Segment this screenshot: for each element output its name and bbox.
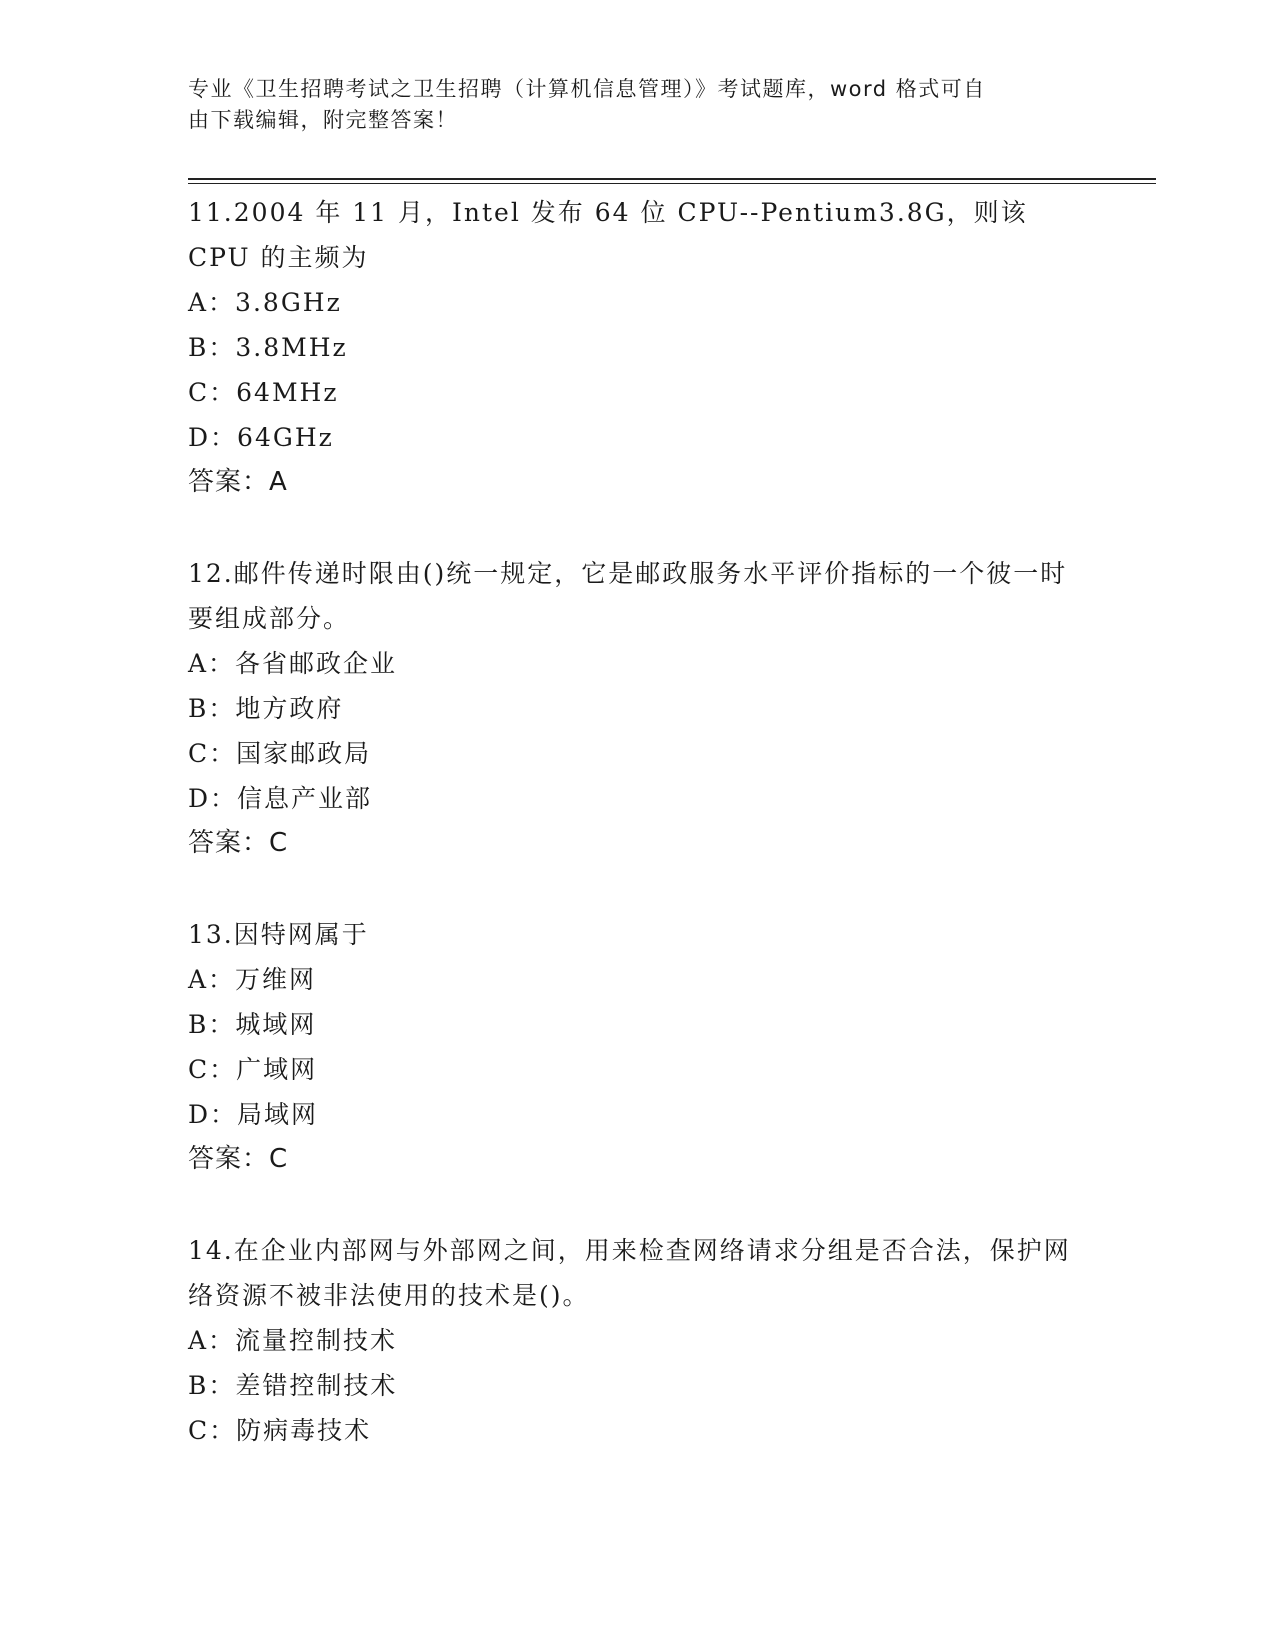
- option-c: C：国家邮政局: [188, 739, 372, 768]
- option-d: D：信息产业部: [188, 784, 373, 813]
- option-a: A：3.8GHz: [188, 288, 342, 317]
- option-a: A：万维网: [188, 965, 317, 994]
- option-d: D：64GHz: [188, 423, 334, 452]
- option-b: B：地方政府: [188, 694, 344, 723]
- question-13: [188, 912, 1088, 1182]
- option-c: C：64MHz: [188, 378, 339, 407]
- question-14: [188, 1228, 1088, 1453]
- question-text: 11.2004 年 11 月，Intel 发布 64 位 CPU--Pentium3.8G，则该 CPU 的主频为: [188, 198, 1028, 272]
- option-b: B：3.8MHz: [188, 333, 348, 362]
- answer: 答案：C: [188, 1144, 289, 1174]
- question-11: [188, 190, 1088, 505]
- option-b: B：城域网: [188, 1010, 317, 1039]
- option-d: D：局域网: [188, 1100, 319, 1129]
- header-divider-thin: [188, 183, 1156, 184]
- header-line-2: 由下载编辑，附完整答案！: [188, 108, 458, 132]
- header-divider-thick: [188, 178, 1156, 180]
- option-c: C：防病毒技术: [188, 1416, 372, 1445]
- question-12: [188, 551, 1088, 866]
- question-text: 13.因特网属于: [188, 920, 369, 949]
- option-c: C：广域网: [188, 1055, 318, 1084]
- answer: 答案：C: [188, 828, 289, 858]
- option-a: A：流量控制技术: [188, 1326, 398, 1355]
- option-a: A：各省邮政企业: [188, 649, 398, 678]
- question-list: [188, 190, 1088, 1499]
- question-text: 12.邮件传递时限由()统一规定，它是邮政服务水平评价指标的一个彼一时要组成部分。: [188, 559, 1068, 633]
- question-text: 14.在企业内部网与外部网之间，用来检查网络请求分组是否合法，保护网络资源不被非法使用的技术是()。: [188, 1236, 1071, 1310]
- document-header: [188, 74, 1088, 136]
- header-line-1: 专业《卫生招聘考试之卫生招聘（计算机信息管理）》考试题库，word 格式可自: [188, 77, 986, 101]
- answer: 答案：A: [188, 467, 288, 497]
- option-b: B：差错控制技术: [188, 1371, 398, 1400]
